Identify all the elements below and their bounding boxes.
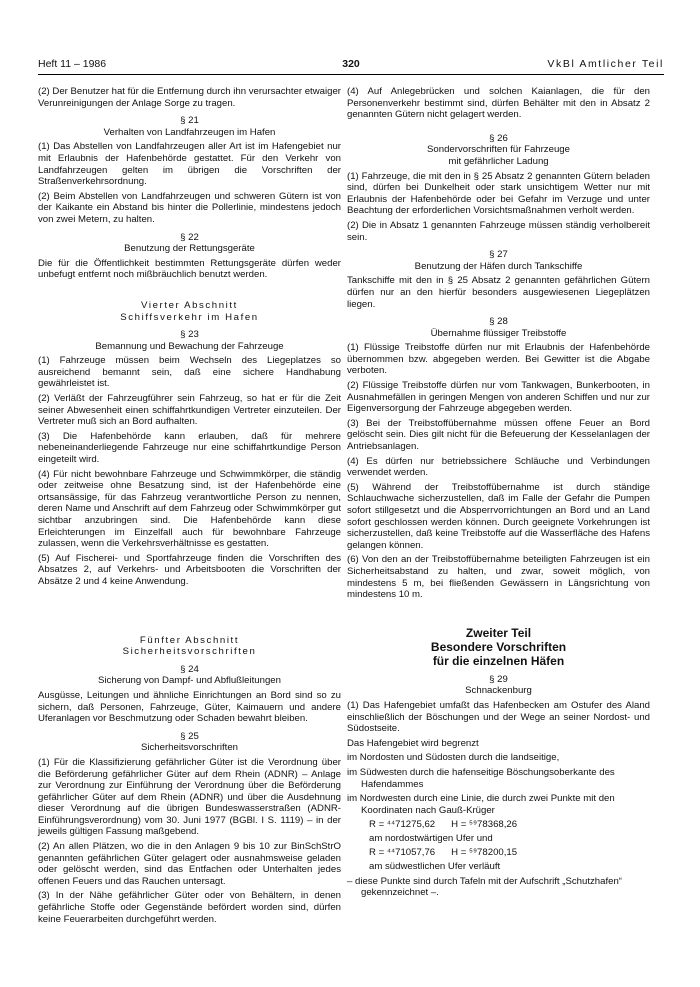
section-number: § 28 <box>489 316 508 328</box>
paragraph: Die für die Öffentlichkeit bestimmten Rettungsgeräte dürfen weder unbefugt entfernt noch mißbräuchlich benutzt werden. <box>38 257 341 281</box>
page-header <box>38 58 664 74</box>
boundary-list <box>347 738 650 899</box>
section-number: § 21 <box>180 115 199 127</box>
section-subtitle: mit gefährlicher Ladung <box>448 155 549 167</box>
section-number: § 23 <box>180 329 199 341</box>
paragraph: (2) Die in Absatz 1 genannten Fahrzeuge müssen ständig verholbereit sein. <box>347 219 650 243</box>
paragraph: (1) Fahrzeuge, die mit den in § 25 Absatz 2 genannten Gütern beladen sind, dürfen bei Dunkelheit oder stark unsichtigem Wetter nur mit Erlaubnis der Hafenbehörde oder bei Gefahr im Verzuge und unter Beachtung der erforderlichen Vorsichtsmaßnahmen verholt werden. <box>347 170 650 217</box>
section-number: § 25 <box>180 730 199 742</box>
part-title: Besondere Vorschriften <box>430 639 567 654</box>
coordinate-note: am nordostwärtigen Ufer und <box>369 832 493 844</box>
paragraph: Ausgüsse, Leitungen und ähnliche Einrichtungen an Bord sind so zu sichern, daß Personen, Fahrzeuge, Güter, Kaimauern und andere Uferanlagen vor Beschmutzung oder Schaden bewahrt bleiben. <box>38 689 341 725</box>
section-title: Bemannung und Bewachung der Fahrzeuge <box>95 340 284 352</box>
list-item: im Südwesten durch die hafenseitige Böschungsoberkante des Hafendammes <box>347 766 615 790</box>
left-column <box>38 86 341 928</box>
section-title: Benutzung der Rettungsgeräte <box>124 243 255 255</box>
paragraph: (2) Beim Abstellen von Landfahrzeugen und schweren Gütern ist von der Kaikante ein Abstand bis hinter die Pollerlinie, mindestens jedoch von zwei Metern, zu halten. <box>38 190 341 225</box>
section-number: § 29 <box>489 673 508 685</box>
paragraph: (4) Auf Anlegebrücken und solchen Kaianlagen, die für den Personenverkehr bestimmt sind, dürfen Behälter mit den in Absatz 2 genannten Gütern nicht gelagert werden. <box>347 86 650 121</box>
paragraph: (4) Für nicht bewohnbare Fahrzeuge und Schwimmkörper, die ständig oder zeitweise ohne Besatzung sind, ist der Hafenbehörde eine ortsansässige, für das Fahrzeug verantwortliche Person zu nennen, deren Name und Anschrift auf dem Fahrzeug oder Schwimmkörper gut sichtbar anzubringen sind. Die Hafenbehörde kann diese Erleichterungen im Einzelfall auch für bewohnbare Fahrzeuge zulassen, wenn die Verkehrsverhältnisse es gestatten. <box>38 468 341 550</box>
publication-title: VkBl Amtlicher Teil <box>547 58 664 70</box>
paragraph: (1) Flüssige Treibstoffe dürfen nur mit Erlaubnis der Hafenbehörde übernommen bzw. abgegeben werden. Bei Gewitter ist die Abgabe verboten. <box>347 342 650 377</box>
coordinate-note: am südwestlichen Ufer verläuft <box>369 861 501 873</box>
section-title: Sicherung von Dampf- und Abflußleitungen <box>98 675 281 687</box>
coordinate-line: R = ⁴⁴71057,76 H = ⁵⁹78200,15 <box>369 847 518 859</box>
right-column <box>347 86 650 902</box>
section-title: Schnackenburg <box>465 685 532 697</box>
chapter-heading: Vierter Abschnitt <box>141 299 238 311</box>
paragraph: (1) Das Abstellen von Landfahrzeugen aller Art ist im Hafengebiet nur mit Erlaubnis der Hafenbehörde gestattet. Für den Verkehr von Landfahrzeugen gelten im übrigen die Vorschriften der Straßenverkehrsordnung. <box>38 141 341 188</box>
section-title: Übernahme flüssiger Treibstoffe <box>430 327 567 339</box>
paragraph: (2) Flüssige Treibstoffe dürfen nur vom Tankwagen, Bunkerbooten, in Ausnahmefällen in geringen Mengen von anderen Schiffen und nur zur Eigenversorgung der Fahrzeuge abgegeben werden. <box>347 380 650 415</box>
paragraph: (1) Für die Klassifizierung gefährlicher Güter ist die Verordnung über die Beförderung gefährlicher Güter auf dem Rhein (ADNR) – Anlage zur Verordnung zur Einführung der Verordnung über die Beförderung gefährlicher Güter auf dem Rhein (ADNR) und über die Ausdehnung dieser Verordnung auf die übrigen Bundeswasserstraßen (ADNR-Einführungsverordnung) vom 30. Juni 1977 (BGBl. I S. 1119) – in der jeweils gültigen Fassung maßgebend. <box>38 756 341 838</box>
paragraph: (1) Fahrzeuge müssen beim Wechseln des Liegeplatzes so ausreichend bemannt sein, daß eine sichere Handhabung gewährleistet ist. <box>38 355 341 390</box>
part-subtitle: für die einzelnen Häfen <box>432 653 565 668</box>
section-number: § 24 <box>180 663 199 675</box>
paragraph: (1) Das Hafengebiet umfaßt das Hafenbecken am Ostufer des Aland einschließlich der Böschungen und der Wege an seiner Nordost- und Südostseite. <box>347 699 650 735</box>
issue-number: Heft 11 – 1986 <box>38 58 107 70</box>
closing-note: – diese Punkte sind durch Tafeln mit der Aufschrift „Schutzhafen“ gekennzeichnet –. <box>347 875 622 899</box>
header-rule <box>38 74 664 75</box>
page-number: 320 <box>342 58 360 70</box>
chapter-title: Sicherheitsvorschriften <box>122 646 257 658</box>
paragraph: (6) Von den an der Treibstoffübernahme beteiligten Fahrzeugen ist ein Sicherheitsabstand zu halten, und zwar, soweit möglich, von mindestens 5 m, bei fließenden Gewässern in Längsrichtung von mindestens 10 m. <box>347 554 650 601</box>
chapter-heading: Fünfter Abschnitt <box>139 634 240 646</box>
coordinate-line: R = ⁴⁴71275,62 H = ⁵⁹78368,26 <box>369 819 518 831</box>
paragraph: (3) Bei der Treibstoffübernahme müssen offene Feuer an Bord gelöscht sein. Dies gilt nicht für die Befeuerung der Kesselanlagen der Antriebsanlagen. <box>347 417 650 453</box>
section-number: § 27 <box>489 249 508 261</box>
chapter-title: Schiffsverkehr im Hafen <box>120 311 259 323</box>
paragraph: (3) Die Hafenbehörde kann erlauben, daß für mehrere nebeneinanderliegende Fahrzeuge nur eine schiffahrtkundige Person eingeteilt wird. <box>38 430 341 466</box>
paragraph: Tankschiffe mit den in § 25 Absatz 2 genannten gefährlichen Gütern dürfen nur an den hierfür besonders ausgewiesenen Liegeplätzen liegen. <box>347 275 650 310</box>
part-heading: Zweiter Teil <box>465 625 532 640</box>
paragraph: (5) Während der Treibstoffübernahme ist durch ständige Schlauchwache sicherzustellen, daß im Falle der Gefahr die Pumpen sofort stillgesetzt und die Absperrvorrichtungen an Bord und an Land sofort geschlossen werden können. Durch geeignete Vorkehrungen ist sicherzustellen, daß keine Treibstoffe auf die Wasserfläche des Hafens gelangen können. <box>347 481 650 551</box>
paragraph: (4) Es dürfen nur betriebssichere Schläuche und Verbindungen verwendet werden. <box>347 455 650 479</box>
paragraph: (2) An allen Plätzen, wo die in den Anlagen 9 bis 10 zur BinSchStrO genannten gefährlichen Güter gelagert oder ausnahmsweise geladen oder gelöscht werden, sind das Entfachen oder Unterhalten jedes offenen Feuers und das Rauchen untersagt. <box>38 841 341 887</box>
paragraph: (3) In der Nähe gefährlicher Güter oder von Behältern, in denen gefährliche Stoffe oder Gegenstände befördert worden sind, dürfen keine Feuerarbeiten durchgeführt werden. <box>38 890 341 925</box>
list-item: im Nordosten und Südosten durch die landseitige, <box>347 752 560 764</box>
section-title: Sondervorschriften für Fahrzeuge <box>427 144 570 156</box>
paragraph: (2) Verläßt der Fahrzeugführer sein Fahrzeug, so hat er für die Zeit seiner Abwesenheit einen schiffahrtkundigen Vertreter einzuteilen. Der Vertreter muß sich an Bord aufhalten. <box>38 393 341 428</box>
section-title: Benutzung der Häfen durch Tankschiffe <box>414 260 583 272</box>
section-title: Verhalten von Landfahrzeugen im Hafen <box>103 126 276 138</box>
section-title: Sicherheitsvorschriften <box>140 742 239 754</box>
list-item: Das Hafengebiet wird begrenzt <box>347 737 479 749</box>
list-item: im Nordwesten durch eine Linie, die durch zwei Punkte mit den Koordinaten nach Gauß-Krüger <box>347 793 615 816</box>
section-number: § 26 <box>489 132 508 144</box>
paragraph: (2) Der Benutzer hat für die Entfernung durch ihn verursachter etwaiger Verunreinigungen der Anlage Sorge zu tragen. <box>38 86 341 109</box>
paragraph: (5) Auf Fischerei- und Sportfahrzeuge finden die Vorschriften des Absatzes 2, auf Verkehrs- und Arbeitsbooten die Vorschriften der Absätze 2 und 4 keine Anwendung. <box>38 552 341 587</box>
section-number: § 22 <box>180 231 199 243</box>
